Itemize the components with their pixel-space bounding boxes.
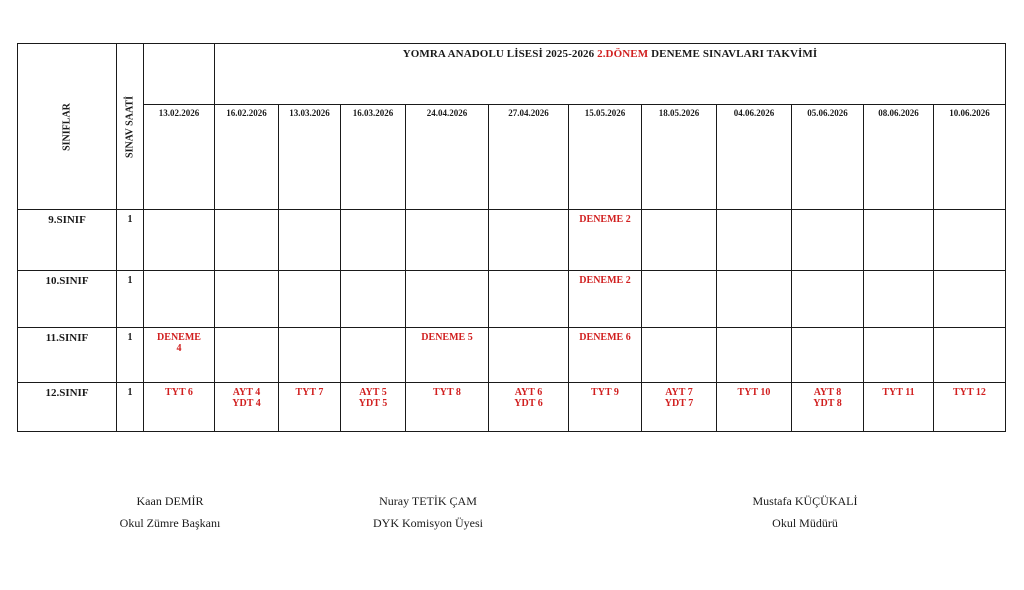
- signature-name: Kaan DEMİR: [136, 494, 204, 508]
- exam-cell: [864, 328, 934, 383]
- exam-cell: [144, 271, 215, 328]
- signature-role: Okul Müdürü: [772, 516, 838, 530]
- exam-cell: [406, 210, 489, 271]
- exam-cell: [489, 328, 569, 383]
- exam-calendar-table: [17, 43, 1006, 432]
- date-header: 08.06.2026: [864, 105, 934, 210]
- exam-cell: [489, 383, 569, 432]
- class-name-cell: 10.SINIF: [18, 271, 117, 328]
- exam-cell: [341, 210, 406, 271]
- exam-cell: [406, 328, 489, 383]
- exam-label: 4: [176, 343, 182, 354]
- class-name-cell: 12.SINIF: [18, 383, 117, 432]
- exam-cell: [144, 328, 215, 383]
- exam-label: YDT 5: [358, 398, 388, 409]
- exam-cell: [215, 383, 279, 432]
- date-header: 16.02.2026: [215, 105, 279, 210]
- exam-cell: [215, 210, 279, 271]
- exam-label: YDT 4: [232, 398, 261, 409]
- exam-label: YDT 8: [813, 398, 842, 409]
- class-name-cell: 11.SINIF: [18, 328, 117, 383]
- date-header: 24.04.2026: [406, 105, 489, 210]
- exam-cell: [934, 328, 1006, 383]
- exam-cell: [144, 383, 215, 432]
- date-header: 15.05.2026: [569, 105, 642, 210]
- exam-label: TYT 10: [737, 387, 771, 398]
- exam-cell: [717, 271, 792, 328]
- exam-label: DENEME 5: [421, 332, 473, 343]
- exam-label: DENEME 6: [579, 332, 631, 343]
- exam-label: DENEME 2: [579, 275, 631, 286]
- title-cell: [215, 44, 1006, 105]
- exam-hour-cell: 1: [117, 328, 144, 383]
- class-row: [18, 210, 1006, 271]
- exam-cell: [934, 210, 1006, 271]
- exam-cell: [215, 271, 279, 328]
- date-header: 13.02.2026: [144, 105, 215, 210]
- class-name-cell: 9.SINIF: [18, 210, 117, 271]
- exam-cell: [489, 210, 569, 271]
- date-header: 10.06.2026: [934, 105, 1006, 210]
- exam-cell: [934, 383, 1006, 432]
- hour-header-cell: [117, 44, 144, 210]
- exam-label: DENEME 2: [579, 214, 631, 225]
- exam-label: TYT 8: [433, 387, 461, 398]
- exam-label: AYT 4: [232, 387, 261, 398]
- exam-cell: [341, 328, 406, 383]
- date-row: [18, 105, 1006, 210]
- date-header: 27.04.2026: [489, 105, 569, 210]
- exam-cell: [569, 328, 642, 383]
- exam-cell: [406, 271, 489, 328]
- exam-label: TYT 9: [591, 387, 619, 398]
- class-row: [18, 383, 1006, 432]
- date-header: 16.03.2026: [341, 105, 406, 210]
- exam-hour-cell: 1: [117, 210, 144, 271]
- title-row: [18, 44, 1006, 105]
- exam-cell: [642, 271, 717, 328]
- signature-role: DYK Komisyon Üyesi: [373, 516, 483, 530]
- exam-label: AYT 5: [359, 387, 387, 398]
- exam-cell: [569, 271, 642, 328]
- hour-header: SINAV SAATİ: [124, 95, 136, 158]
- classes-header-cell: [18, 44, 117, 210]
- exam-cell: [279, 383, 341, 432]
- exam-cell: [792, 271, 864, 328]
- exam-cell: [792, 383, 864, 432]
- title-part-2: DENEME SINAVLARI TAKVİMİ: [648, 48, 818, 60]
- title-term: 2.DÖNEM: [597, 48, 649, 60]
- exam-cell: [215, 328, 279, 383]
- date-header: 13.03.2026: [279, 105, 341, 210]
- exam-cell: [792, 328, 864, 383]
- signature-dyk: [328, 494, 528, 531]
- class-row: [18, 271, 1006, 328]
- exam-cell: [934, 271, 1006, 328]
- exam-cell: [642, 383, 717, 432]
- exam-cell: [489, 271, 569, 328]
- exam-cell: [279, 328, 341, 383]
- exam-cell: [341, 383, 406, 432]
- signature-name: Nuray TETİK ÇAM: [379, 494, 477, 508]
- exam-label: TYT 11: [882, 387, 915, 398]
- exam-label: TYT 7: [295, 387, 324, 398]
- exam-hour-cell: 1: [117, 271, 144, 328]
- exam-cell: [279, 210, 341, 271]
- exam-cell: [717, 328, 792, 383]
- exam-cell: [717, 210, 792, 271]
- exam-cell: [279, 271, 341, 328]
- date-header: 18.05.2026: [642, 105, 717, 210]
- exam-cell: [406, 383, 489, 432]
- exam-cell: [717, 383, 792, 432]
- exam-cell: [864, 271, 934, 328]
- exam-cell: [569, 383, 642, 432]
- class-row: [18, 328, 1006, 383]
- title-blank-cell: [144, 44, 215, 105]
- title-part-1: YOMRA ANADOLU LİSESİ 2025-2026: [402, 48, 598, 60]
- exam-label: TYT 6: [165, 387, 193, 398]
- exam-cell: [864, 210, 934, 271]
- exam-label: AYT 8: [813, 387, 842, 398]
- exam-cell: [864, 383, 934, 432]
- date-header: 04.06.2026: [717, 105, 792, 210]
- exam-hour-cell: 1: [117, 383, 144, 432]
- exam-cell: [642, 328, 717, 383]
- date-header: 05.06.2026: [792, 105, 864, 210]
- exam-cell: [792, 210, 864, 271]
- exam-label: YDT 6: [514, 398, 543, 409]
- exam-label: YDT 7: [664, 398, 694, 409]
- signature-role: Okul Zümre Başkanı: [119, 516, 221, 530]
- exam-label: AYT 7: [665, 387, 693, 398]
- exam-label: DENEME: [157, 332, 201, 343]
- exam-cell: [144, 210, 215, 271]
- exam-cell: [341, 271, 406, 328]
- signature-zumre: [70, 494, 270, 531]
- signature-principal: [705, 494, 905, 531]
- signature-name: Mustafa KÜÇÜKALİ: [752, 494, 858, 508]
- exam-cell: [642, 210, 717, 271]
- exam-label: TYT 12: [953, 387, 986, 398]
- exam-label: AYT 6: [514, 387, 543, 398]
- exam-cell: [569, 210, 642, 271]
- classes-header: SINIFLAR: [61, 102, 73, 151]
